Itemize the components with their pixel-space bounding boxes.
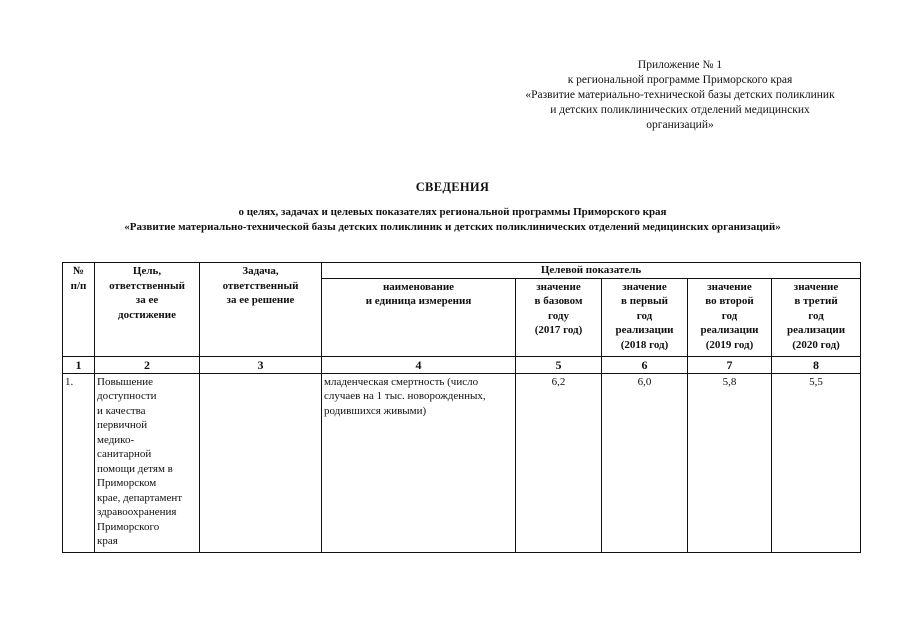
goals-table (62, 262, 861, 553)
appendix-line: организаций» (646, 119, 714, 131)
goal-cell: Повышение доступности и качества первичной медико- санитарной помощи детям в Приморском крае, департамент здравоохранения Приморского края (95, 373, 200, 552)
column-number: 7 (688, 356, 772, 373)
year2-value-cell: 5,8 (688, 373, 772, 552)
column-number: 4 (322, 356, 516, 373)
subtitle-line: «Развитие материально-технической базы детских поликлиник и детских поликлинических отделений медицинских организаций» (124, 221, 781, 233)
appendix-line: к региональной программе Приморского края (567, 74, 793, 86)
header-third-year: значение в третий год реализации (2020 год) (772, 278, 861, 356)
year3-value-cell: 5,5 (772, 373, 861, 552)
document-title: СВЕДЕНИЯ (415, 180, 490, 194)
subtitle-line: о целях, задачах и целевых показателях региональной программы Приморского края (238, 206, 667, 218)
appendix-block (500, 58, 860, 133)
column-number: 1 (63, 356, 95, 373)
appendix-line: Приложение № 1 (637, 59, 723, 71)
header-row-top (63, 263, 861, 279)
header-first-year: значение в первый год реализации (2018 год) (602, 278, 688, 356)
column-number: 6 (602, 356, 688, 373)
header-indicator-name: наименование и единица измерения (322, 278, 516, 356)
column-number: 3 (200, 356, 322, 373)
indicator-cell: младенческая смертность (число случаев на 1 тыс. новорожденных, родившихся живыми) (322, 373, 516, 552)
table-row (63, 373, 861, 552)
header-indicator-group: Целевой показатель (322, 263, 861, 279)
column-number-row (63, 356, 861, 373)
header-goal: Цель, ответственный за ее достижение (95, 263, 200, 357)
header-second-year: значение во второй год реализации (2019 год) (688, 278, 772, 356)
column-number: 2 (95, 356, 200, 373)
header-task: Задача, ответственный за ее решение (200, 263, 322, 357)
header-base-value: значение в базовом году (2017 год) (516, 278, 602, 356)
column-number: 8 (772, 356, 861, 373)
appendix-line: «Развитие материально-технической базы детских поликлиник (525, 89, 835, 101)
year1-value-cell: 6,0 (602, 373, 688, 552)
appendix-line: и детских поликлинических отделений медицинских (550, 104, 810, 116)
document-subtitle (0, 205, 905, 235)
task-cell (200, 373, 322, 552)
base-value-cell: 6,2 (516, 373, 602, 552)
row-number: 1. (63, 373, 95, 552)
header-num: № п/п (63, 263, 95, 357)
column-number: 5 (516, 356, 602, 373)
